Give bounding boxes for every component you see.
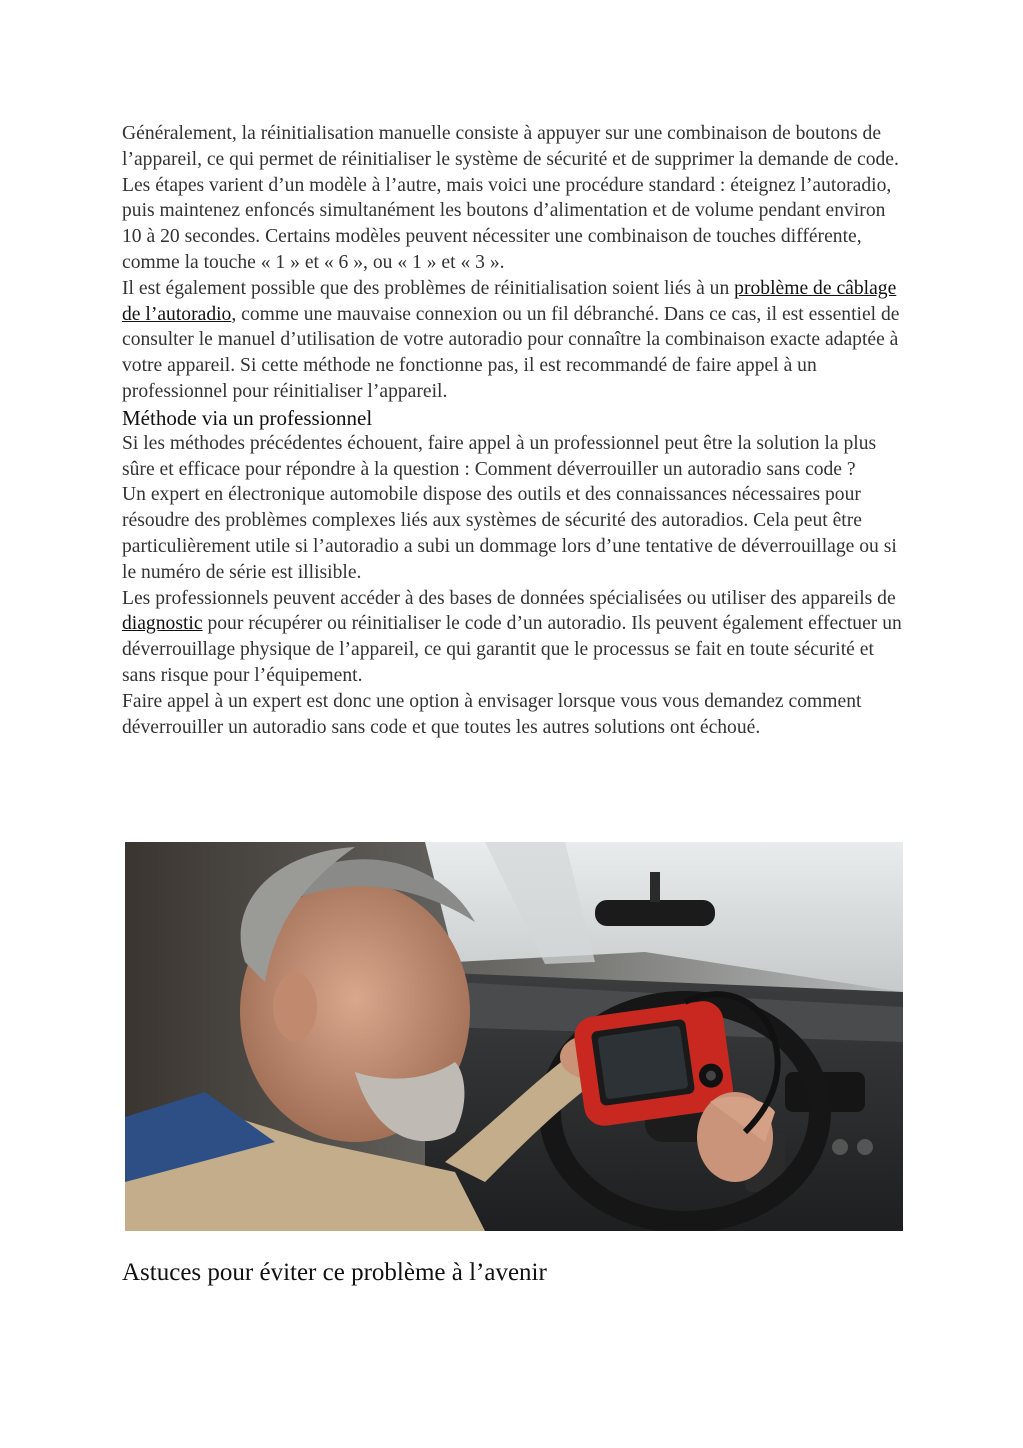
- paragraph-wiring-problem: [122, 276, 902, 405]
- paragraph-databases: [122, 586, 902, 689]
- photo-illustration: [125, 842, 903, 1231]
- paragraph-expert: Un expert en électronique automobile dispose des outils et des connaissances nécessaires pour résoudre des problèmes complexes liés aux systèmes de sécurité des autoradios. Cela peut être particulièrement utile si l’autoradio a subi un dommage lors d’une tentative de déverrouillage ou si le numéro de série est illisible.: [122, 484, 897, 583]
- paragraph-text: Les professionnels peuvent accéder à des bases de données spécialisées ou utiliser des appareils de: [122, 587, 896, 609]
- subheading-professional: Méthode via un professionnel: [122, 405, 373, 430]
- paragraph-manual-reset: Généralement, la réinitialisation manuelle consiste à appuyer sur une combinaison de boutons de l’appareil, ce qui permet de réinitialiser le système de sécurité et de supprimer la demande de code.: [122, 123, 899, 170]
- paragraph-text: , comme une mauvaise connexion ou un fil débranché. Dans ce cas, il est essentiel de consulter le manuel d’utilisation de votre autoradio pour connaître la combinaison exacte adaptée à votre appareil. Si cette méthode ne fonctionne pas, il est recommandé de faire appel à un professionnel pour réinitialiser l’appareil.: [122, 303, 900, 402]
- paragraph-text: pour récupérer ou réinitialiser le code d’un autoradio. Ils peuvent également effectuer un déverrouillage physique de l’appareil, ce qui garantit que le processus se fait en toute sécurité et sans risque pour l’équipement.: [122, 613, 902, 686]
- mechanic-diagnostic-photo: [125, 842, 903, 1231]
- wiring-problem-link[interactable]: problème de câblage de l’autoradio: [122, 277, 897, 325]
- paragraph-standard-procedure: Les étapes varient d’un modèle à l’autre, mais voici une procédure standard : éteignez l’autoradio, puis maintenez enfoncés simultanément les boutons d’alimentation et de volume pendant environ 10 à 20 secondes. Certains modèles peuvent nécessiter une combinaison de touches différente, comme la touche « 1 » et « 6 », ou « 1 » et « 3 ».: [122, 174, 892, 273]
- diagnostic-link[interactable]: diagnostic: [122, 613, 203, 635]
- paragraph-conclusion: Faire appel à un expert est donc une option à envisager lorsque vous vous demandez comment déverrouiller un autoradio sans code et que toutes les autres solutions ont échoué.: [122, 690, 862, 738]
- section-title-tips: Astuces pour éviter ce problème à l’avenir: [122, 1259, 547, 1286]
- article-body: [122, 121, 902, 740]
- paragraph-text: Il est également possible que des problèmes de réinitialisation soient liés à un: [122, 277, 735, 299]
- paragraph-professional-intro: Si les méthodes précédentes échouent, faire appel à un professionnel peut être la solution la plus sûre et efficace pour répondre à la question : Comment déverrouiller un autoradio sans code ?: [122, 432, 877, 480]
